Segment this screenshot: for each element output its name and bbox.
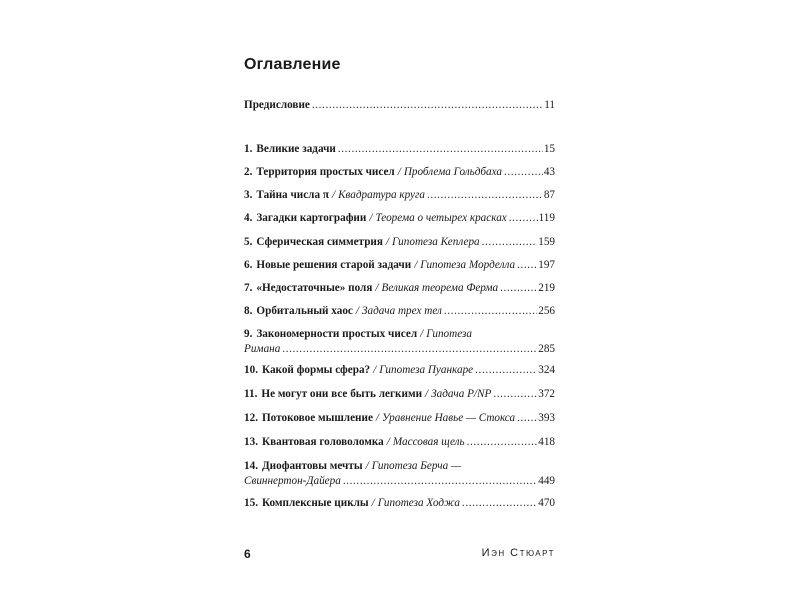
separator: / — [331, 189, 336, 201]
leader-dots — [504, 166, 543, 179]
entry-line — [244, 282, 555, 295]
chapter-page: 324 — [538, 364, 555, 376]
chapter-subtitle: Теорема о четырех красках — [375, 212, 507, 224]
separator: / — [355, 305, 360, 317]
entry-line — [244, 388, 555, 401]
toc-entry — [244, 412, 555, 425]
separator: / — [425, 388, 429, 400]
chapter-page: 219 — [538, 282, 555, 294]
chapter-page: 449 — [538, 475, 555, 487]
entry-line — [244, 436, 555, 449]
leader-dots — [467, 436, 538, 449]
chapter-number: 7. — [244, 282, 253, 294]
entry-line — [244, 189, 555, 202]
chapter-title: Великие задачи — [256, 143, 336, 155]
preface-page: 11 — [544, 99, 555, 111]
toc-entry — [244, 460, 555, 488]
toc-entry — [244, 305, 555, 318]
page-number: 6 — [244, 547, 251, 561]
chapter-number: 9. — [244, 328, 253, 340]
entry-line — [244, 166, 555, 179]
entry-line-2 — [244, 343, 555, 356]
leader-dots — [517, 259, 537, 272]
separator: / — [371, 497, 375, 509]
chapter-number: 4. — [244, 212, 253, 224]
toc-entry — [244, 388, 555, 401]
chapter-subtitle: Задача P/NP — [431, 388, 492, 400]
chapter-title: Не могут они все быть легкими — [261, 388, 423, 400]
separator: / — [365, 460, 369, 472]
chapter-title: Территория простых чисел — [256, 166, 395, 178]
chapter-subtitle: Задача трех тел — [362, 305, 442, 317]
chapter-subtitle: Гипотеза Ходжа — [377, 497, 460, 509]
chapter-page: 15 — [543, 143, 555, 155]
entry-line — [244, 412, 555, 425]
chapter-number: 2. — [244, 166, 253, 178]
separator: / — [373, 364, 377, 376]
chapter-title: Диофантовы мечты — [261, 460, 363, 472]
leader-dots — [338, 143, 543, 156]
leader-dots — [517, 412, 537, 425]
chapter-subtitle: Квадратура круга — [338, 189, 425, 201]
chapter-title: Потоковое мышление — [261, 412, 373, 424]
toc-entry — [244, 328, 555, 356]
chapter-subtitle: Гипотеза Морделла — [420, 259, 516, 271]
chapter-title: «Недостаточные» поля — [256, 282, 373, 294]
chapter-title: Новые решения старой задачи — [256, 259, 412, 271]
chapter-number: 1. — [244, 143, 253, 155]
chapter-number: 15. — [244, 497, 258, 509]
chapter-subtitle-cont: Свиннертон-Дайера — [244, 475, 341, 487]
chapter-page: 285 — [538, 343, 555, 355]
entry-line-2 — [244, 475, 555, 488]
chapter-title: Загадки картографии — [256, 212, 367, 224]
leader-dots — [427, 189, 543, 202]
toc-entry — [244, 497, 555, 510]
chapter-page: 470 — [538, 497, 555, 509]
leader-dots — [475, 364, 537, 377]
leader-dots — [509, 212, 538, 225]
chapter-subtitle: Проблема Гольдбаха — [403, 166, 503, 178]
page-title: Оглавление — [244, 56, 341, 73]
chapter-title: Сферическая симметрия — [256, 236, 383, 248]
chapter-number: 13. — [244, 436, 258, 448]
chapter-subtitle: Гипотеза — [426, 328, 473, 340]
chapter-page: 372 — [538, 388, 555, 400]
separator: / — [386, 436, 390, 448]
toc-entry — [244, 143, 555, 156]
entry-line — [244, 259, 555, 272]
separator: / — [375, 412, 380, 424]
entry-line — [244, 460, 555, 473]
chapter-title: Тайна числа π — [256, 189, 329, 201]
separator: / — [375, 282, 379, 294]
chapter-page: 159 — [538, 236, 555, 248]
chapter-title: Квантовая головоломка — [261, 436, 384, 448]
entry-line — [244, 364, 555, 377]
entry-line — [244, 305, 555, 318]
separator: / — [369, 212, 373, 224]
leader-dots — [312, 99, 543, 112]
separator: / — [420, 328, 424, 340]
entry-line — [244, 212, 555, 225]
chapter-title: Комплексные циклы — [261, 497, 369, 509]
chapter-title: Закономерности простых чисел — [256, 328, 418, 340]
chapter-subtitle: Гипотеза Пуанкаре — [379, 364, 474, 376]
chapter-subtitle: Великая теорема Ферма — [381, 282, 499, 294]
chapter-number: 12. — [244, 412, 258, 424]
chapter-title: Какой формы сфера? — [261, 364, 371, 376]
chapter-number: 6. — [244, 259, 253, 271]
leader-dots — [500, 282, 537, 295]
chapter-title: Орбитальный хаос — [256, 305, 353, 317]
toc-entry — [244, 364, 555, 377]
chapter-page: 43 — [543, 166, 555, 178]
chapter-page: 87 — [543, 189, 555, 201]
toc-entry — [244, 259, 555, 272]
chapter-subtitle-cont: Римана — [244, 343, 281, 355]
leader-dots — [282, 343, 537, 356]
chapter-page: 418 — [538, 436, 555, 448]
chapter-number: 10. — [244, 364, 258, 376]
toc-entry — [244, 212, 555, 225]
separator: / — [414, 259, 418, 271]
chapter-page: 256 — [538, 305, 555, 317]
leader-dots — [493, 388, 537, 401]
separator: / — [397, 166, 401, 178]
preface-title: Предисловие — [244, 99, 310, 111]
toc-entry — [244, 436, 555, 449]
entry-line — [244, 328, 555, 341]
entry-line — [244, 143, 555, 156]
entry-line — [244, 236, 555, 249]
chapter-subtitle: Гипотеза Берча — — [371, 460, 461, 472]
chapter-number: 8. — [244, 305, 253, 317]
leader-dots — [462, 497, 537, 510]
chapter-page: 393 — [538, 412, 555, 424]
chapter-subtitle: Гипотеза Кеплера — [392, 236, 480, 248]
running-author: Иэн Стюарт — [481, 547, 555, 559]
entry-line — [244, 497, 555, 510]
leader-dots — [343, 475, 537, 488]
chapter-subtitle: Уравнение Навье — Стокса — [382, 412, 516, 424]
toc-entry — [244, 236, 555, 249]
chapter-page: 119 — [538, 212, 555, 224]
chapter-number: 11. — [244, 388, 258, 400]
chapter-number: 5. — [244, 236, 253, 248]
toc-entry — [244, 166, 555, 179]
toc-entry — [244, 189, 555, 202]
chapter-number: 14. — [244, 460, 258, 472]
leader-dots — [444, 305, 537, 318]
toc-entry — [244, 282, 555, 295]
chapter-subtitle: Массовая щель — [392, 436, 465, 448]
toc-entry-preface — [244, 99, 555, 112]
chapter-number: 3. — [244, 189, 253, 201]
chapter-page: 197 — [538, 259, 555, 271]
separator: / — [385, 236, 390, 248]
leader-dots — [482, 236, 538, 249]
